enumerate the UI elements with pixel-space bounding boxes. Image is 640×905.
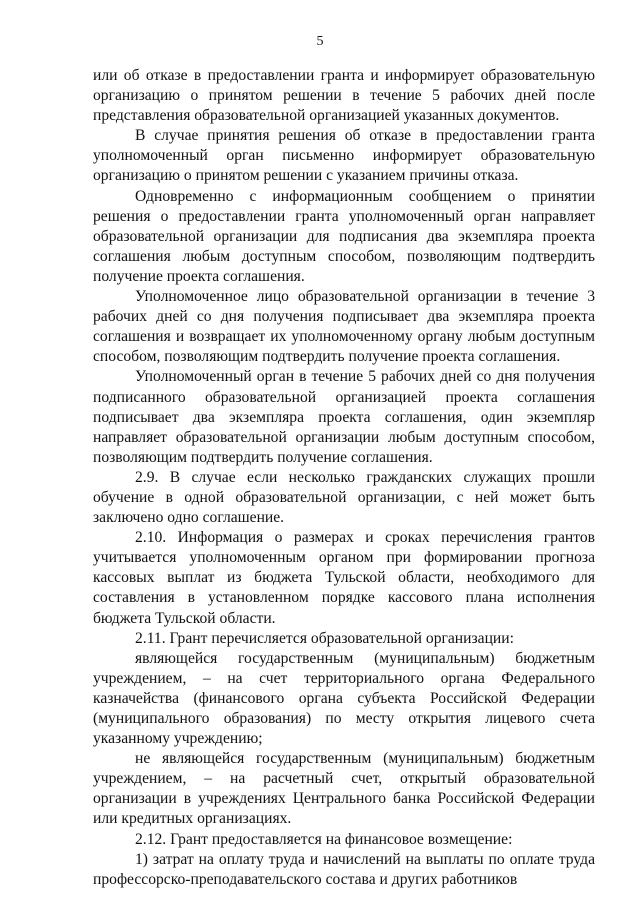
page-number: 5 (316, 34, 324, 49)
paragraph-2-11: 2.11. Грант перечисляется образовательной организации: (135, 629, 514, 647)
paragraph-return: Уполномоченный орган в течение 5 рабочих дней со дня получения подписанного образовательной организацией проекта соглашения подписывает два экземпляра проекта соглашения, один экземпляр направляет образовательной организации любым доступным способом, позволяющим подтвердить получение соглашения. (93, 368, 595, 466)
paragraph-continuation: или об отказе в предоставлении гранта и информирует образовательную организацию о принятом решении в течение 5 рабочих дней после представления образовательной организацией указанных документов. (93, 67, 595, 125)
paragraph-2-12-item-1: 1) затрат на оплату труда и начислений на выплаты по оплате труда профессорско-преподавательского состава и других работников (93, 850, 595, 888)
paragraph-signing: Уполномоченное лицо образовательной организации в течение 3 рабочих дней со дня получения подписывает два экземпляра проекта соглашения и возвращает их уполномоченному органу любым доступным способом, позволяющим подтвердить получение проекта соглашения. (93, 288, 595, 366)
paragraph-notification: Одновременно с информационным сообщением о принятии решения о предоставлении гранта уполномоченный орган направляет образовательной организации для подписания два экземпляра проекта соглашения любым доступным способом, позволяющим подтвердить получение проекта соглашения. (93, 187, 595, 285)
paragraph-2-9: 2.9. В случае если несколько гражданских служащих прошли обучение в одной образовательной организации, с ней может быть заключено одно соглашение. (93, 468, 595, 527)
paragraph-2-10: 2.10. Информация о размерах и сроках перечисления грантов учитывается уполномоченным органом при формировании прогноза кассовых выплат из бюджета Тульской области, необходимого для составления в установленном порядке кассового плана исполнения бюджета Тульской области. (93, 529, 595, 627)
paragraph-budget-institution: являющейся государственным (муниципальным) бюджетным учреждением, – на счет территориального органа Федерального казначейства (финансового органа субъекта Российской Федерации (муниципального образования) по месту открытия лицевого счета указанному учреждению; (93, 649, 595, 748)
paragraph-non-budget-institution: не являющейся государственным (муниципальным) бюджетным учреждением, – на расчетный счет, открытый образовательной организации в учреждениях Центрального банка Российской Федерации или кредитных организациях. (93, 750, 595, 828)
paragraph-refusal: В случае принятия решения об отказе в предоставлении гранта уполномоченный орган письменно информирует образовательную организацию о принятом решении с указанием причины отказа. (93, 127, 595, 185)
document-body (93, 66, 595, 890)
paragraph-2-12: 2.12. Грант предоставляется на финансовое возмещение: (135, 830, 513, 848)
